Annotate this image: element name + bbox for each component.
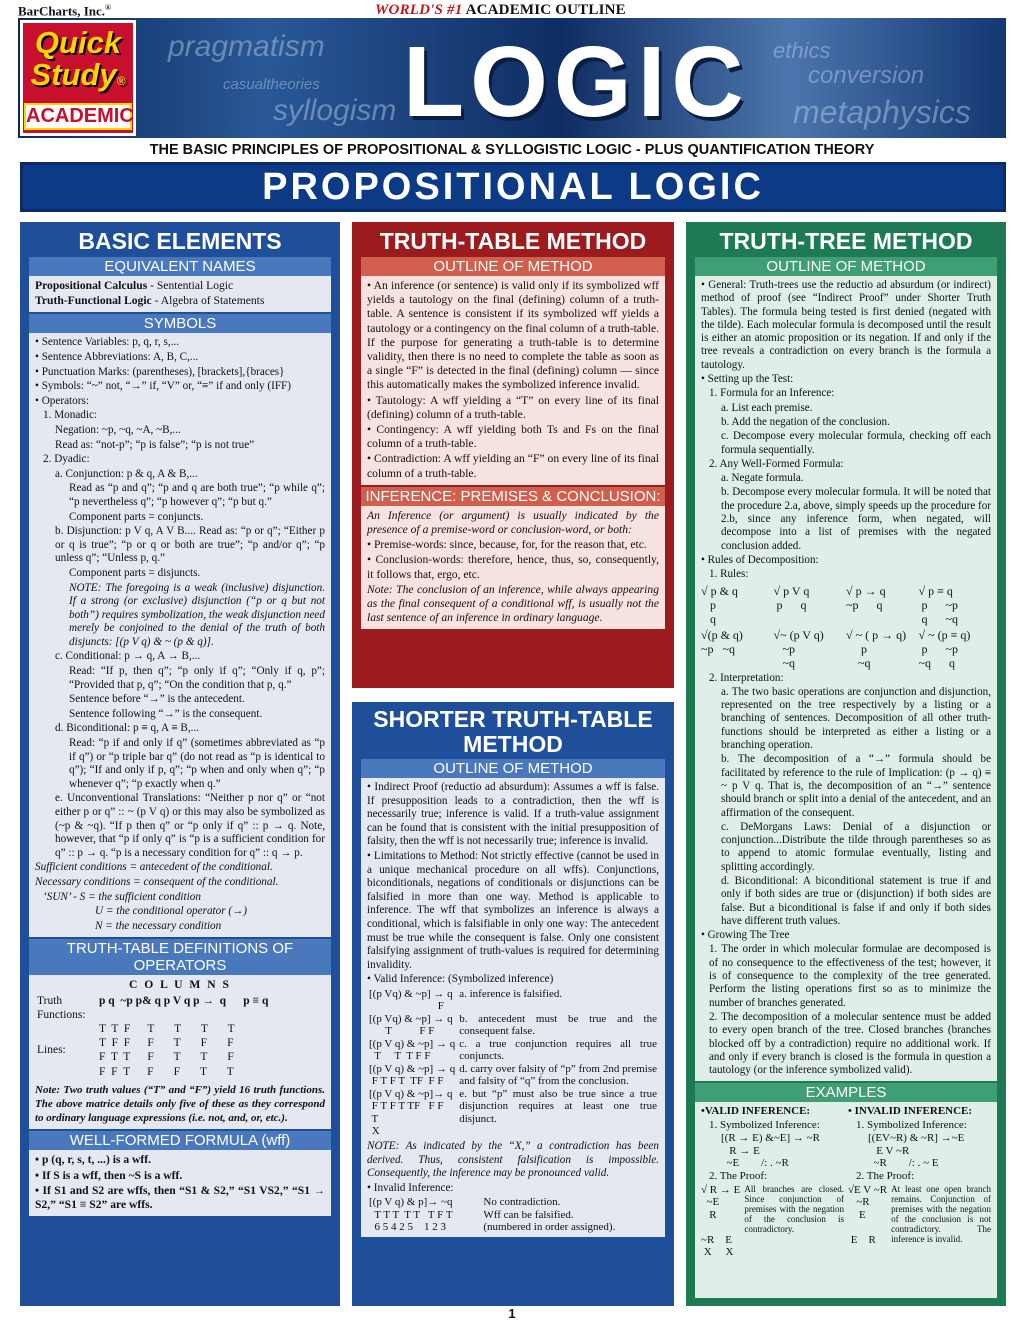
subheading: SYMBOLS: [29, 314, 331, 333]
banner-word: conversion: [808, 62, 925, 89]
symbols-list: • Sentence Variables: p, q, r, s,... • Sentence Abbreviations: A, B, C,... • Punctuation Marks: (parentheses), [brackets],{braces} • Symbols: “~” not, “→” if, “V” or, “≡” if and only (IFF) • Operators: 1. Monadic: Negation: ~p, ~q, ~A, ~B,... Read as: “not-p”; “p is false”; “p is not true” 2. Dyadic: a. Conjunction: p & q, A & B,... Read as “p and q”; “p and q are both true”; “p while q”; “p nevertheless q”; “p however q”; “p but q.” Component parts = conjuncts. b. Disjunction: p V q, A V B.... Read as: “p or q”; “Either p or q is true”; “p or q or both are true”; “p and/or q”; “p unless q”; “Unless p, q.” Component parts = disjuncts. NOTE: The foregoing is a weak (inclusive) disjunction. If a strong (or exclusive) disjunction (“p or q but not both”) requires symbolization, the weak disjunction need merely be conjoined to the denial of the truth of both disjuncts: [(p V q) & ~ (p & q)]. c. Conditional: p → q, A → B,... Read: “If p, then q”; “p only if q”; “Only if q, p”; “Provided that p, q”; “On the condition that p, q.” Sentence before “→” is the antecedent. Sentence following “→” is the consequent. d. Biconditional: p ≡ q, A ≡ B,... Read: “p if and only if q” (sometimes abbreviated as “p if q”) or “p triple bar q” (do not read as “p is identical to q”); “If and only if p, q”; “p when and only when q”; “p whenever q”; “p exactly when q.” e. Unconventional Translations: “Neither p nor q” or “not either p or q” :: ~ (p V q) or this may also be symbolized as (~p & ~q). “If p then q” or “p only if q” :: p → q. Note, however, that “p if only q” is “p is a sufficient condition for q” :: p → q. “p is a necessary condition for q” :: q → p. Sufficient conditions = antecedent of the conditional. Necessary conditions = consequent of the conditional. ‘SUN’ - S = the sufficient condition U = the conditional operator (→) N = the necessary condition: [29, 333, 331, 937]
banner-word: metaphysics: [793, 94, 971, 130]
column-title: TRUTH-TREE METHOD: [719, 228, 973, 254]
subheading: INFERENCE: PREMISES & CONCLUSION:: [361, 487, 665, 506]
page-number: 1: [508, 1306, 516, 1321]
subheading: EQUIVALENT NAMES: [29, 257, 331, 276]
banner-word: ethics: [773, 38, 831, 63]
tagline: WORLD'S #1 ACADEMIC OUTLINE: [375, 2, 626, 18]
column-title: TRUTH-TABLE METHOD: [379, 228, 647, 254]
subheading: OUTLINE OF METHOD: [361, 759, 665, 778]
banner-word: casualtheories: [223, 76, 320, 93]
truth-tree-outline: • General: Truth-trees use the reductio ad absurdum (or indirect) method of proof (see “Indirect Proof” under Shorter Truth Tables). The formula being tested is first denied (negated with the tilde). Each molecular formula is decomposed until the result is either an atomic proposition or its negation. If and only if the tree reveals a contradiction on every branch is the formula a tautology. • Setting up the Test: 1. Formula for an Inference: a. List each premise. b. Add the negation of the conclusion. c. Decompose every molecular formula, checking off each formula sequentially. 2. Any Well-Formed Formula: a. Negate formula. b. Decompose every molecular formula. It will be noted that the procedure 2.a, above, simply speeds up the procedure for 2.b, since any inference form, when negated, will decompose into a list of premises with the negated conclusion added. • Rules of Decomposition: 1. Rules: √ p & q p q √ p V q p q √ p → q ~p q √ p ≡ q p ~p q ~q √(p & q) ~p ~q √~ (p V q) ~p ~q √ ~ ( p → q) p ~q √ ~ (p ≡ q) p ~p ~q q 2. Interpretation: a. The two basic operations are conjunction and disjunction, represented on the tree respectively by a listing or a branching of sentences. Decomposition of all other truth-functions should be interpreted as either a listing or a branching operation. b. The decomposition of a “→” formula should be facilitated by reference to the rule of Implication: (p → q) ≡ ~ p V q. That is, the decomposition of an “→” sentence should branch or split into a denial of the antecedent, and an affirmation of the consequent. c. DeMorgans Laws: Denial of a disjunction or conjunction...Distribute the tilde through parentheses so as to append to atomic formulae eventually, listing and splitting accordingly. d. Biconditional: A biconditional statement is true if and only if both sides are true or (disjunction) if both sides are false. But a biconditional is false if and only if both sides have different truth values. • Growing The Tree 1. The order in which molecular formulae are decomposed is of no consequence to the effectiveness of the test; however, it is of consequence to the complexity of the tree generated. Perform the listing operations first so as to minimize the number of branches generated. 2. The decomposition of a molecular sentence must be added to every open branch of the tree. Closed branches (branches blocked off by a contradiction) require no additional work. If and only if every branch is closed is the formula in question a tautology (or the inference symbolized valid).: [695, 276, 997, 1081]
truth-table-definitions: C O L U M N S Truth Functions: p q ~p p& q p V q p → q p ≡ q Lines: T T F T T T T T F F F T F F F T T F T T F F F T F F T T Note: Two truth values (“T” and “F”) yield 16 truth functions. The above matrice details only five of these as they correspond to ordinary language expressions (i.e. not, and, or, etc.).: [29, 975, 331, 1129]
truth-table-column: [352, 222, 674, 688]
section-heading: PROPOSITIONAL LOGIC: [20, 162, 1006, 212]
shorter-truth-table-column: [352, 702, 674, 1306]
inference-premises: An Inference (or argument) is usually indicated by the presence of a premise-word or conclusion-word, or both: • Premise-words: since, because, for, for the reason that, etc. • Conclusion-words: therefore, hence, thus, so, consequently, it follows that, ergo, etc. Note: The conclusion of an inference, while always appearing as the final consequent of a conditional wff, is usually not the last sentence of an inference in ordinary language.: [361, 506, 665, 630]
decomposition-rules: √ p & q p q √ p V q p q √ p → q ~p q √ p ≡ q p ~p q ~q: [701, 583, 958, 626]
decomposition-rules-negated: √(p & q) ~p ~q √~ (p V q) ~p ~q √ ~ ( p → q) p ~q √ ~ (p ≡ q) p ~p ~q q: [701, 627, 971, 670]
page-title: LOGIC: [403, 26, 750, 138]
basic-elements-column: [20, 222, 340, 1306]
banner-word: syllogism: [273, 94, 397, 127]
subheading: OUTLINE OF METHOD: [695, 257, 997, 276]
banner-word: pragmatism: [168, 30, 325, 63]
column-title: SHORTER TRUTH-TABLE METHOD: [373, 706, 653, 757]
page-subtitle: THE BASIC PRINCIPLES OF PROPOSITIONAL & SYLLOGISTIC LOGIC - PLUS QUANTIFICATION THEORY: [149, 142, 875, 158]
equivalent-names: Propositional Calculus - Sentential Logic Truth-Functional Logic - Algebra of Statements: [29, 276, 331, 312]
publisher: BarCharts, Inc.®: [18, 3, 112, 19]
subheading: OUTLINE OF METHOD: [361, 257, 665, 276]
truth-table-outline: • An inference (or sentence) is valid only if its symbolized wff yields a tautology on the final (defining) column of a truth-table. A sentence is consistent if its symbolized wff yields a tautology or a contingency on the final column of a truth-table. If the purpose for generating a truth-table is to determine validity, then there is no need to complete the table as soon as a single “F” is detected in the final (defining) column — since this automatically makes the symbolized inference invalid. • Tautology: A wff yielding a “T” on every line of its final (defining) column of a truth-table. • Contingency: A wff yielding both Ts and Fs on the final column of a truth-table. • Contradiction: A wff yielding an “F” on every line of its final column of a truth-table.: [361, 276, 665, 485]
subheading: TRUTH-TABLE DEFINITIONS OF OPERATORS: [29, 939, 331, 975]
subheading: EXAMPLES: [695, 1083, 997, 1102]
column-title: BASIC ELEMENTS: [78, 228, 282, 254]
examples: •VALID INFERENCE: 1. Symbolized Inference: [(R → E) &~E] → ~R R → E ~E /: . ~R 2. The Proof: √ R → E ~E R ~R E X X All branches are closed. Since conjunction of premises with the negation of the conclusion is contradictory. • INVALID INFERENCE: 1. Symbolized Inference: [(EV~R) & ~R] →~E E V ~R ~R /: . ~ E 2. The Proof: √E V ~R ~R E E R At least one open branch remains. Conjunction of premises with the negation of the conclusion is not contradictory. The inference is invalid.: [695, 1102, 997, 1298]
truth-tree-column: [686, 222, 1006, 1306]
title-banner: [18, 18, 1006, 138]
quickstudy-logo: Quick Study® ACADEMIC: [20, 20, 136, 136]
shorter-outline: • Indirect Proof (reductio ad absurdum): Assumes a wff is false. If presupposition leads to a contradiction, then the wff is necessarily true; inference is valid. If a truth-value assignment can be found that is consistent with the initial presupposition of falsity, then the wff is not necessarily true; inference is invalid. • Limitations to Method: Not strictly effective (cannot be used in a unique mechanical procedure on all wffs). Conjunctions, biconditionals, negations of conditionals or disjunctions can be falsified in more than one way. Method is applicable to inference. The wff that symbolizes an inference is always a conditional, which is falsifiable in only one way: The antecedent must be true while the consequent is false. Only one consistent falsifying assignment of truth-values is required for determining invalidity. • Valid Inference: (Symbolized inference) [(p Vq) & ~p] → q F a. inference is falsified. [(p Vq) & ~p] → q T F F b. antecedent must be true and the consequent false. [(p V q) & ~p] → q T T T F F c. a true conjunction requires all true conjuncts. [(p V q) & ~p] → q F T F T TF F F d. carry over falsity of “p” from 2nd premise and falsity of “q” from the conclusion. [(p V q) & ~p]→ q F T F T TF F F T X e. but “p” must also be true since a true disjunction requires at least one true disjunct. NOTE: As indicated by the “X,” a contradiction has been derived. Thus, consistent falsification is impossible. Consequently, the inference may be pronounced valid. • Invalid Inference: [(p V q) & p]→ ~q T T T T T T F T 6 5 4 2 5 1 2 3 No contradiction. Wff can be falsified. (numbered in order assigned).: [361, 778, 665, 1237]
wff-list: • p (q, r, s, t, ...) is a wff. • If S is a wff, then ~S is a wff. • If S1 and S2 are wffs, then “S1 & S2,” “S1 VS2,” “S1 → S2,” “S1 ≡ S2” are wffs.: [29, 1150, 331, 1216]
subheading: WELL-FORMED FORMULA (wff): [29, 1131, 331, 1150]
